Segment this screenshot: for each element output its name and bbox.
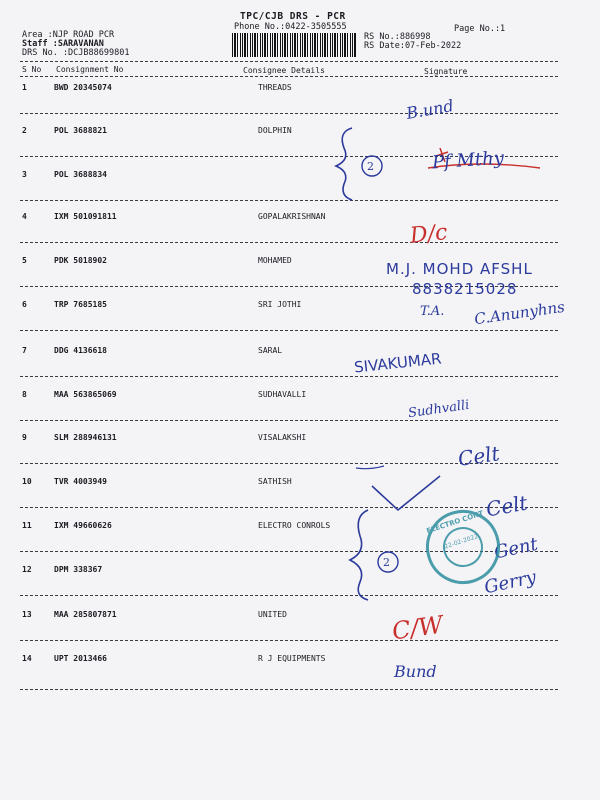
row-sno: 6 (22, 300, 27, 309)
row-consignee: MOHAMED (258, 256, 292, 265)
stamp-date: 22-02-2022 (443, 533, 479, 551)
row-sno: 9 (22, 433, 27, 442)
row-sno: 5 (22, 256, 27, 265)
drs-number: DRS No. :DCJB88699801 (22, 48, 130, 58)
row-consignment: UPT 2013466 (54, 654, 107, 663)
row-consignment: POL 3688821 (54, 126, 107, 135)
row-consignee: VISALAKSHI (258, 433, 307, 442)
signature-row-14: Bund (394, 662, 437, 681)
signature-row-1: B.und (404, 96, 455, 123)
row-consignment: MAA 563865069 (54, 390, 117, 399)
signature-row-5-name: M.J. MOHD AFSHL (386, 260, 533, 278)
row-consignment: POL 3688834 (54, 170, 107, 179)
row-consignee: SATHISH (258, 477, 292, 486)
row-sno: 2 (22, 126, 27, 135)
row-consignment: MAA 285807871 (54, 610, 117, 619)
row-sno: 10 (22, 477, 32, 486)
column-header-consignee: Consignee Details (243, 66, 325, 75)
signature-row-5-phone: 8838215028 (412, 280, 518, 298)
signature-row-6-a: T.A. (420, 304, 445, 319)
signature-row-9: Celt (456, 441, 502, 471)
signature-row-13: C/W (390, 610, 445, 646)
row-consignment: TRP 7685185 (54, 300, 107, 309)
signature-row-12: Gerry (482, 566, 539, 599)
staff-field: Staff :SARAVANAN (22, 39, 104, 49)
row-sno: 7 (22, 346, 27, 355)
row-consignee: ELECTRO CONROLS (258, 521, 331, 530)
row-consignment: PDK 5018902 (54, 256, 107, 265)
sheet-title: TPC/CJB DRS - PCR (240, 11, 346, 22)
row-sno: 12 (22, 565, 32, 574)
row-sno: 3 (22, 170, 27, 179)
row-sno: 13 (22, 610, 32, 619)
signature-row-8: Sudhvalli (407, 397, 471, 422)
row-consignee: DOLPHIN (258, 126, 292, 135)
page-number: Page No.:1 (454, 24, 506, 34)
row-consignment: IXM 49660626 (54, 521, 112, 530)
row-sno: 8 (22, 390, 27, 399)
row-consignee: UNITED (258, 610, 287, 619)
row-consignment: DPM 338367 (54, 565, 103, 574)
row-sno: 11 (22, 521, 32, 530)
row-consignment: TVR 4003949 (54, 477, 107, 486)
row-sno: 14 (22, 654, 32, 663)
signature-row-7: SIVAKUMAR (353, 349, 443, 377)
rs-date: RS Date:07-Feb-2022 (364, 41, 462, 51)
row-consignment: DDG 4136618 (54, 346, 107, 355)
row-consignee: GOPALAKRISHNAN (258, 212, 326, 221)
area-field: Area :NJP ROAD PCR (22, 30, 115, 40)
signature-row-6-b: C.Anunyhns (473, 297, 566, 329)
row-consignee: THREADS (258, 83, 292, 92)
column-header-sno: S No (22, 65, 42, 74)
row-consignee: SARAL (258, 346, 283, 355)
column-header-consignment: Consignment No (56, 65, 124, 74)
row-consignee: SUDHAVALLI (258, 390, 307, 399)
row-consignee: R J EQUIPMENTS (258, 654, 326, 663)
row-sno: 1 (22, 83, 27, 92)
phone-number: Phone No.:0422-3505555 (234, 22, 347, 32)
row-consignment: SLM 288946131 (54, 433, 117, 442)
signature-row-11: Gent (492, 533, 540, 564)
svg-text:2: 2 (367, 160, 374, 173)
stamp-ring-text: ELECTRO CONT (425, 509, 485, 536)
svg-text:2: 2 (383, 556, 390, 569)
row-consignment: BWD 20345074 (54, 83, 112, 92)
signature-row-10: Celt (484, 490, 530, 522)
row-consignee: SRI JOTHI (258, 300, 302, 309)
signature-row-3: Pf Mthy (431, 147, 505, 174)
row-sno: 4 (22, 212, 27, 221)
row-consignment: IXM 501091811 (54, 212, 117, 221)
column-header-signature: Signature (424, 67, 468, 76)
rs-number: RS No.:886998 (364, 32, 431, 42)
signature-row-4: D/c (408, 220, 449, 249)
